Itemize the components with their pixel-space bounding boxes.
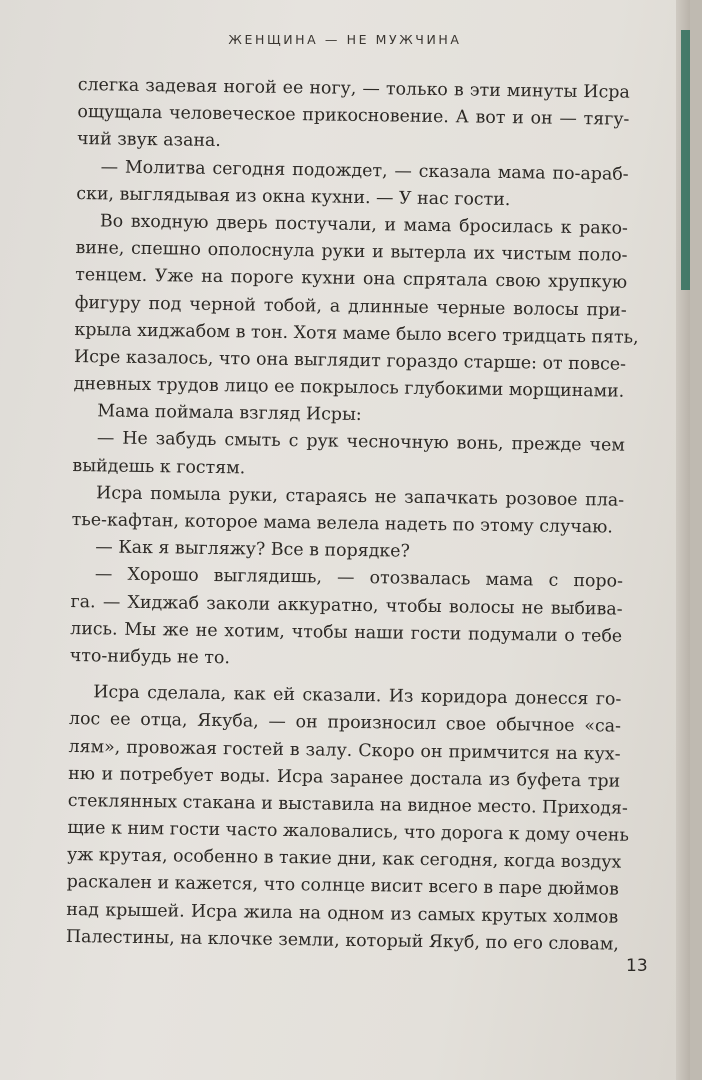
- text-line: — Не забудь смыть с рук чесночную вонь, прежде чем: [96, 428, 625, 457]
- text-line: фигуру под черной тобой, а длинные черные волосы при-: [74, 292, 627, 321]
- text-line: Исре казалось, что она выглядит гораздо старше: от повсе-: [73, 346, 627, 375]
- text-line: слегка задевая ногой ее ногу, — только в эти минуты Исра: [77, 74, 630, 103]
- text-line: ощущала человеческое прикосновение. А вот и он — тягу-: [77, 102, 630, 130]
- text-line: лям», провожая гостей в залу. Скоро он примчится на кух-: [68, 736, 621, 765]
- text-line: Исра помыла руки, стараясь не запачкать розовое пла-: [95, 483, 625, 511]
- text-line: га. — Хиджаб заколи аккуратно, чтобы волосы не выбива-: [70, 591, 623, 620]
- text-line: лись. Мы же не хотим, чтобы наши гости подумали о тебе: [70, 618, 623, 647]
- text-line: дневных трудов лицо ее покрылось глубокими морщинами.: [73, 374, 625, 402]
- text-line: ски, выглядывая из окна кухни. — У нас гости.: [76, 183, 511, 210]
- text-line: стеклянных стакана и выставила на видное место. Приходя-: [67, 790, 628, 819]
- text-line: — Хорошо выглядишь, — отозвалась мама с поро-: [94, 564, 624, 593]
- running-head: ЖЕНЩИНА — НЕ МУЖЧИНА: [228, 32, 462, 47]
- text-line: крыла хиджабом в тон. Хотя маме было всего тридцать пять,: [74, 319, 639, 348]
- text-line: Во входную дверь постучали, и мама бросилась к рако-: [99, 211, 629, 239]
- cover-edge: [681, 30, 690, 290]
- text-line: Мама поймала взгляд Исры:: [97, 401, 362, 426]
- text-line: тье-кафтан, которое мама велела надеть по этому случаю.: [71, 509, 613, 538]
- text-line: уж крутая, особенно в такие дни, как сегодня, когда воздух: [66, 845, 622, 873]
- text-line: Палестины, на клочке земли, который Якуб, по его словам,: [65, 926, 620, 955]
- body-text: [65, 72, 639, 959]
- text-line: вине, спешно ополоснула руки и вытерла их чистым поло-: [75, 238, 628, 266]
- text-line: — Как я выгляжу? Все в порядке?: [95, 537, 410, 562]
- text-line: выйдешь к гостям.: [72, 455, 246, 478]
- text-line: — Молитва сегодня подождет, — сказала мама по-араб-: [100, 156, 629, 185]
- text-line: над крышей. Исра жила на одном из самых крутых холмов: [66, 899, 619, 928]
- text-line: ню и потребует воды. Исра заранее достала из буфета три: [68, 763, 621, 792]
- text-line: Исра сделала, как ей сказали. Из коридора донесся го-: [93, 682, 622, 710]
- text-line: тенцем. Уже на пороге кухни она спрятала свою хрупкую: [75, 265, 628, 293]
- text-line: раскален и кажется, что солнце висит всего в паре дюймов: [66, 872, 619, 901]
- text-line: чий звук азана.: [76, 129, 222, 152]
- text-line: лос ее отца, Якуба, — он произносил свое обычное «са-: [68, 709, 622, 737]
- text-line: щие к ним гости часто жаловались, что дорога к дому очень: [67, 817, 630, 846]
- text-line: что-нибудь не то.: [69, 645, 231, 669]
- page-number: 13: [626, 956, 648, 976]
